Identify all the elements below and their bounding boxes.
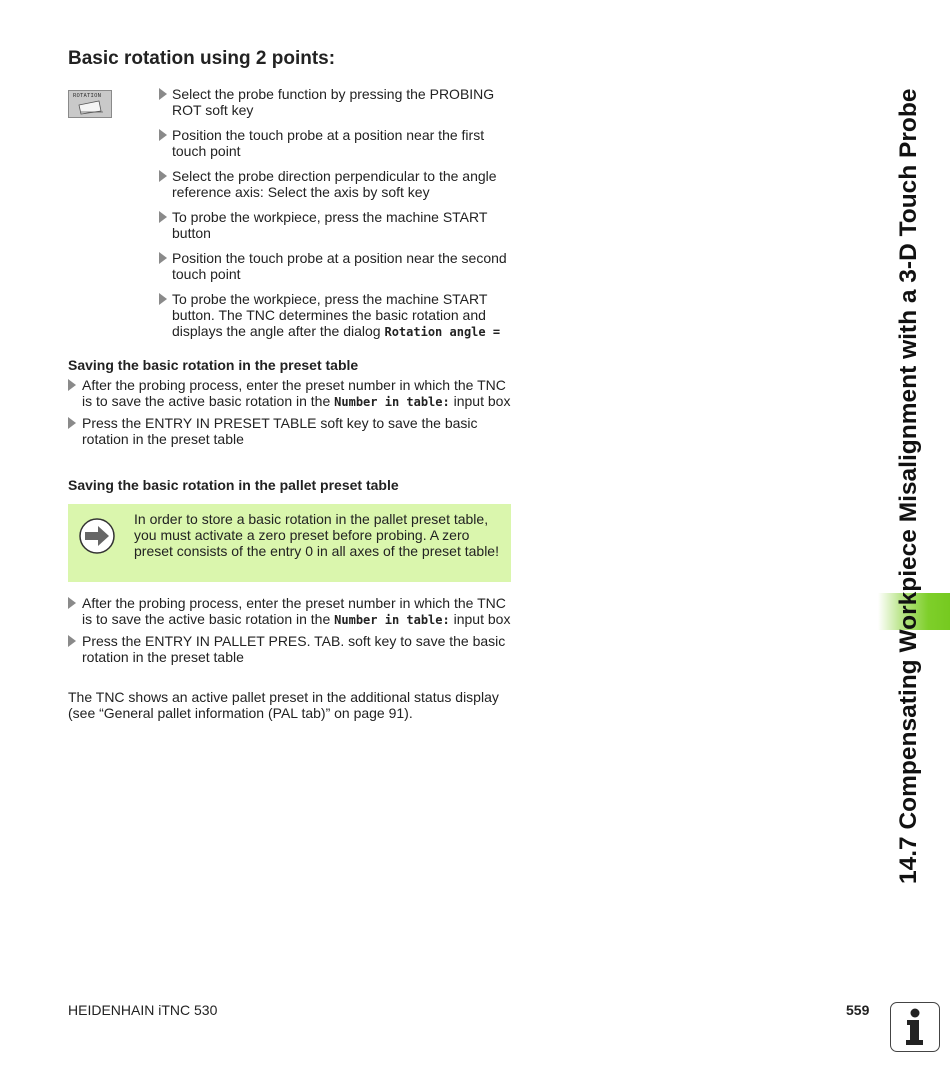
triangle-bullet-icon bbox=[159, 170, 167, 182]
footer-product: HEIDENHAIN iTNC 530 bbox=[68, 1002, 218, 1018]
triangle-bullet-icon bbox=[159, 211, 167, 223]
preset-table-list bbox=[68, 377, 514, 452]
softkey-label: ROTATION bbox=[73, 93, 102, 99]
list-item bbox=[68, 595, 514, 628]
info-icon[interactable] bbox=[890, 1002, 940, 1052]
triangle-bullet-icon bbox=[68, 597, 76, 609]
step-text: Position the touch probe at a position near the second touch point bbox=[172, 250, 507, 282]
item-text-tail: input box bbox=[449, 393, 511, 409]
item-text-tail: input box bbox=[449, 611, 511, 627]
dialog-code: Rotation angle = bbox=[384, 325, 501, 339]
info-glyph bbox=[891, 1003, 938, 1050]
triangle-bullet-icon bbox=[159, 293, 167, 305]
step-item bbox=[158, 291, 510, 340]
triangle-bullet-icon bbox=[68, 635, 76, 647]
rotation-steps-list bbox=[158, 86, 510, 349]
status-display-paragraph: The TNC shows an active pallet preset in the additional status display (see “General pallet information (PAL tab)” on page 91). bbox=[68, 689, 499, 721]
triangle-bullet-icon bbox=[68, 379, 76, 391]
step-item bbox=[158, 168, 510, 200]
step-text: To probe the workpiece, press the machine START button bbox=[172, 209, 488, 241]
triangle-bullet-icon bbox=[68, 417, 76, 429]
note-box bbox=[68, 504, 511, 582]
arrow-right-circle-icon bbox=[78, 517, 116, 555]
step-text: To probe the workpiece, press the machine START button. The TNC determines the basic rotation and displays the angle after the dialog bbox=[172, 291, 488, 339]
input-box-name: Number in table: bbox=[334, 395, 450, 409]
triangle-bullet-icon bbox=[159, 252, 167, 264]
step-text: Select the probe function by pressing the PROBING ROT soft key bbox=[172, 86, 495, 118]
rotation-sketch-icon bbox=[77, 99, 105, 115]
section-heading-pallet-preset-table: Saving the basic rotation in the pallet preset table bbox=[68, 477, 399, 493]
triangle-bullet-icon bbox=[159, 129, 167, 141]
page-title: Basic rotation using 2 points: bbox=[68, 48, 336, 69]
item-text: After the probing process, enter the preset number in which the TNC is to save the active basic rotation in the bbox=[82, 595, 506, 627]
rotation-softkey-image bbox=[68, 90, 112, 118]
pallet-preset-table-list bbox=[68, 595, 514, 670]
step-item bbox=[158, 127, 510, 159]
list-item bbox=[68, 415, 514, 447]
chapter-side-title: 14.7 Compensating Workpiece Misalignment with a 3-D Touch Probe bbox=[895, 88, 922, 884]
step-item bbox=[158, 86, 510, 118]
note-text: In order to store a basic rotation in the pallet preset table, you must activate a zero preset before probing. A zero preset consists of the entry 0 in all axes of the preset table! bbox=[134, 511, 499, 559]
step-item bbox=[158, 209, 510, 241]
list-item bbox=[68, 633, 514, 665]
item-text: Press the ENTRY IN PALLET PRES. TAB. soft key to save the basic rotation in the preset table bbox=[82, 633, 506, 665]
list-item bbox=[68, 377, 514, 410]
item-text: After the probing process, enter the preset number in which the TNC is to save the active basic rotation in the bbox=[82, 377, 506, 409]
item-text: Press the ENTRY IN PRESET TABLE soft key to save the basic rotation in the preset table bbox=[82, 415, 478, 447]
page-number: 559 bbox=[846, 1002, 870, 1018]
step-text: Select the probe direction perpendicular to the angle reference axis: Select the axis by soft key bbox=[172, 168, 497, 200]
step-text: Position the touch probe at a position near the first touch point bbox=[172, 127, 485, 159]
section-heading-preset-table: Saving the basic rotation in the preset table bbox=[68, 357, 359, 373]
input-box-name: Number in table: bbox=[334, 613, 450, 627]
step-item bbox=[158, 250, 510, 282]
triangle-bullet-icon bbox=[159, 88, 167, 100]
